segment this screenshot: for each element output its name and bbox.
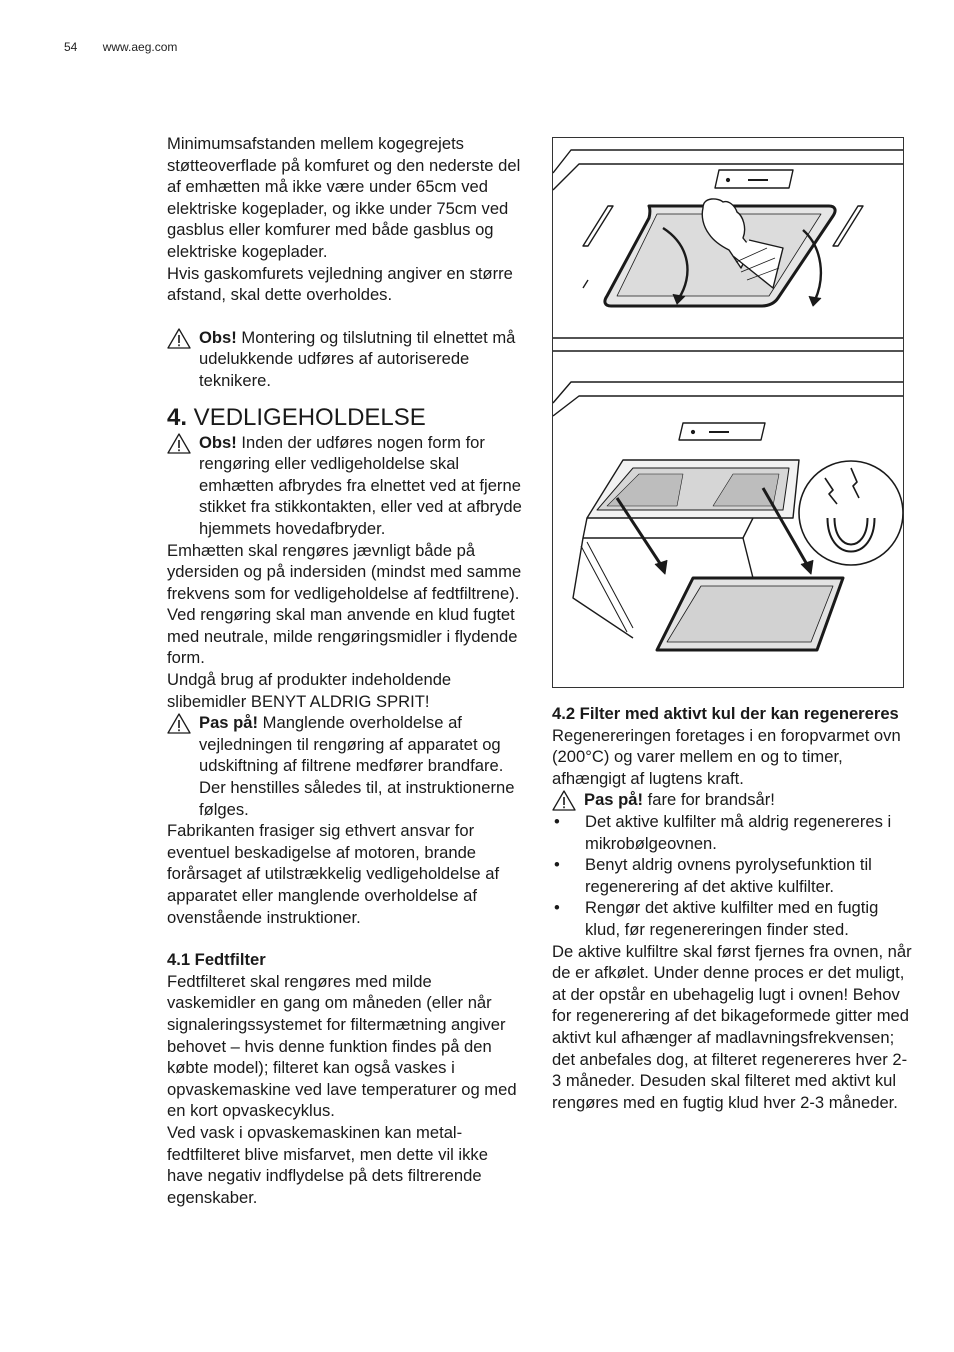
liability-paragraph: Fabrikanten frasiger sig ethvert ansvar for eventuel beskadigelse af motoren, brande forårsaget af utilstrækkelig vedligeholdelse af apparatet eller manglende overholdelse af ovenstående instruktioner. [167, 821, 500, 927]
right-column [552, 703, 912, 1113]
warning-triangle-icon [167, 328, 191, 349]
list-item: • Benyt aldrig ovnens pyrolysefunktion til regenerering af det aktive kulfilter. [552, 854, 912, 897]
dishwasher-paragraph: Ved vask i opvaskemaskinen kan metal-fedtfilteret blive misfarvet, men dette vil ikke have negativ indflydelse på dets filtrerende egenskaber. [167, 1122, 488, 1207]
website-url: www.aeg.com [102, 40, 178, 54]
bullet-list [552, 811, 912, 941]
warning-label: Pas på! [584, 790, 644, 810]
warning-label: Obs! [199, 327, 237, 347]
hood-diagram [553, 138, 903, 687]
page-number: 54 [64, 40, 78, 54]
list-item: • Rengør det aktive kulfilter med en fugtig klud, før regenereringen finder sted. [552, 897, 912, 940]
page-header [64, 40, 199, 54]
regeneration-paragraph: Regenereringen foretages i en foropvarmet ovn (200°C) og varer mellem en og to timer, afhængigt af lugtens kraft. [552, 725, 901, 788]
list-item: • Det aktive kulfilter må aldrig regenereres i mikrobølgeovnen. [552, 811, 912, 854]
warning-fire [167, 712, 523, 820]
warning-mounting [167, 327, 523, 392]
section-title: VEDLIGEHOLDELSE [187, 403, 426, 431]
section-number: 4. [167, 403, 188, 431]
abrasive-paragraph: Undgå brug af produkter indeholdende slibemidler BENYT ALDRIG SPRIT! [167, 670, 452, 711]
intro-paragraph-1: Minimumsafstanden mellem kogegrejets støtteoverflade på komfuret og den nederste del af emhætten må ikke være under 65cm ved elektriske kogeplader, og ikke under 75cm ved gasblus eller komfurer med både gasblus og elektriske kogeplader. [167, 134, 521, 261]
warning-text: fare for brandsår! [643, 790, 775, 810]
section-heading [167, 404, 523, 432]
cleaning-paragraph: Emhætten skal rengøres jævnligt både på ydersiden og på indersiden (mindst med samme frekvens som for vedligeholdelse af fedtfiltrene). Ved rengøring skal man anvende en klud fugtet med neutrale, milde rengøringsmidler i flydende form. [167, 540, 522, 668]
warning-text: Inden der udføres nogen form for rengøring eller vedligeholdelse skal emhætten afbrydes fra elnettet ved at fjerne stikket fra stikkontakten, eller ved at afbryde hjemmets hovedafbryder. [199, 432, 522, 538]
removal-paragraph: De aktive kulfiltre skal først fjernes fra ovnen, når de er afkølet. Under denne proces er det muligt, at der opstår en ubehagelig lugt i ovnen! Behov for regenerering af det bikageformede gitter med aktivt kul afhænger af madlavningsfrekvensen; det anbefales dog, at filteret regenereres hver 2-3 måneder. Desuden skal filteret med aktivt kul rengøres med en fugtig klud hver 2-3 måneder. [552, 941, 912, 1112]
filter-illustration [552, 137, 904, 688]
warning-label: Obs! [199, 432, 237, 452]
warning-triangle-icon [167, 433, 191, 454]
grease-filter-paragraph: Fedtfilteret skal rengøres med milde vaskemidler en gang om måneden (eller når signaleringssystemet for filtermætning angiver behovet – hvis denne funktion findes på den købte model); filteret kan også vaskes i opvaskemaskine ved lave temperaturer og med en kort opvaskecyklus. [167, 971, 517, 1121]
warning-burns [552, 789, 912, 811]
warning-label: Pas på! [199, 713, 259, 733]
warning-triangle-icon [167, 713, 191, 734]
intro-paragraph-2: Hvis gaskomfurets vejledning angiver en større afstand, skal dette overholdes. [167, 263, 513, 305]
warning-text: Manglende overholdelse af vejledningen til rengøring af apparatet og udskiftning af filtrene medfører brandfare. Der henstilles således til, at instruktionerne følges. [199, 713, 515, 819]
subsection-charcoal-filter: 4.2 Filter med aktivt kul der kan regenereres [552, 704, 899, 723]
warning-text: Montering og tilslutning til elnettet må udelukkende udføres af autoriserede teknikere. [199, 327, 516, 390]
warning-disconnect [167, 432, 523, 540]
left-column [167, 133, 523, 1208]
warning-triangle-icon [552, 790, 576, 811]
subsection-grease-filter: 4.1 Fedtfilter [167, 950, 266, 970]
